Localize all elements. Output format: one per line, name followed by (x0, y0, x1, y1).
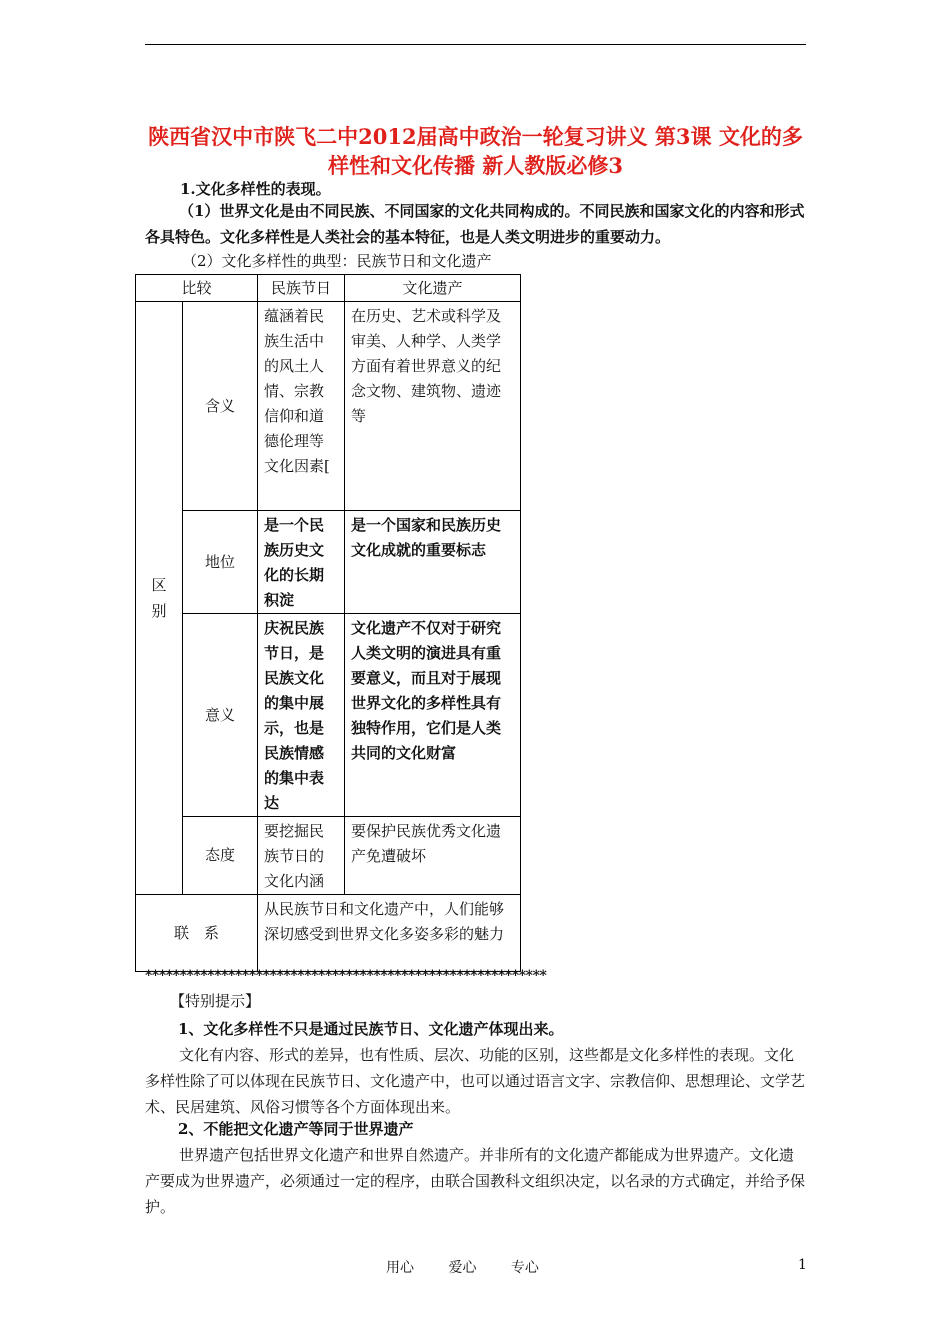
header-festival: 民族节日 (258, 275, 345, 302)
tip1-heading: 1、文化多样性不只是通过民族节日、文化遗产体现出来。 (178, 1020, 564, 1038)
paragraph-diversity-typical: （2）文化多样性的典型：民族节日和文化遗产 (182, 252, 492, 270)
header-compare: 比较 (136, 275, 258, 302)
footer-word: 爱心 (448, 1260, 477, 1276)
aspect-meaning: 含义 (183, 302, 258, 511)
aspect-attitude: 态度 (183, 817, 258, 895)
table-header-row (136, 275, 521, 302)
festival-status: 是一个民族历史文化的长期积淀 (258, 511, 345, 614)
table-row (136, 895, 521, 972)
footer-word: 用心 (386, 1260, 414, 1276)
header-heritage: 文化遗产 (345, 275, 521, 302)
group-label-difference (136, 302, 183, 895)
footer-word: 专心 (510, 1260, 539, 1276)
table-row (136, 614, 521, 817)
festival-attitude: 要挖掘民族节日的文化内涵 (258, 817, 345, 895)
table-row (136, 817, 521, 895)
tip1-text: 文化有内容、形式的差异，也有性质、层次、功能的区别，这些都是文化多样性的表现。文化多样性除了可以体现在民族节日、文化遗产中，也可以通过语言文字、宗教信仰、思想理论、文学艺术、民居建筑、风俗习惯等各个方面体现出来。 (145, 1046, 806, 1116)
separator-stars: ********************************************************** (145, 968, 547, 984)
aspect-status: 地位 (183, 511, 258, 614)
section-heading: 1.文化多样性的表现。 (180, 180, 331, 198)
aspect-significance: 意义 (183, 614, 258, 817)
festival-meaning: 蕴涵着民族生活中的风土人情、宗教信仰和道德伦理等文化因素[ (258, 302, 345, 511)
tip-heading: 【特别提示】 (170, 992, 261, 1010)
heritage-meaning: 在历史、艺术或科学及审美、人种学、人类学方面有着世界意义的纪念文物、建筑物、遗迹等 (345, 302, 521, 511)
paragraph-diversity-definition: （1）世界文化是由不同民族、不同国家的文化共同构成的。不同民族和国家文化的内容和形式各具特色。文化多样性是人类社会的基本特征，也是人类文明进步的重要动力。 (145, 202, 805, 246)
heritage-status: 是一个国家和民族历史文化成就的重要标志 (345, 511, 521, 614)
tip2-text: 世界遗产包括世界文化遗产和世界自然遗产。并非所有的文化遗产都能成为世界遗产。文化遗产要成为世界遗产，必须通过一定的程序，由联合国教科文组织决定，以名录的方式确定，并给予保护。 (145, 1146, 806, 1216)
festival-significance: 庆祝民族节日，是民族文化的集中展示，也是民族情感的集中表达 (258, 614, 345, 817)
link-label: 联 系 (136, 895, 258, 972)
heritage-significance: 文化遗产不仅对于研究人类文明的演进具有重要意义，而且对于展现世界文化的多样性具有独特作用，它们是人类共同的文化财富 (345, 614, 521, 817)
footer-words (386, 1257, 569, 1277)
table-row (136, 302, 521, 511)
page-number: 1 (798, 1257, 807, 1273)
group-label-text: 区别 (151, 576, 167, 620)
heritage-attitude: 要保护民族优秀文化遗产免遭破坏 (345, 817, 521, 895)
link-text: 从民族节日和文化遗产中，人们能够深切感受到世界文化多姿多彩的魅力 (258, 895, 521, 972)
document-title: 陕西省汉中市陕飞二中2012届高中政治一轮复习讲义 第3课 文化的多样性和文化传播 新人教版必修3 (148, 124, 803, 178)
comparison-table (135, 274, 521, 972)
header-rule (145, 44, 806, 45)
table-row (136, 511, 521, 614)
tip2-heading: 2、不能把文化遗产等同于世界遗产 (178, 1120, 414, 1138)
